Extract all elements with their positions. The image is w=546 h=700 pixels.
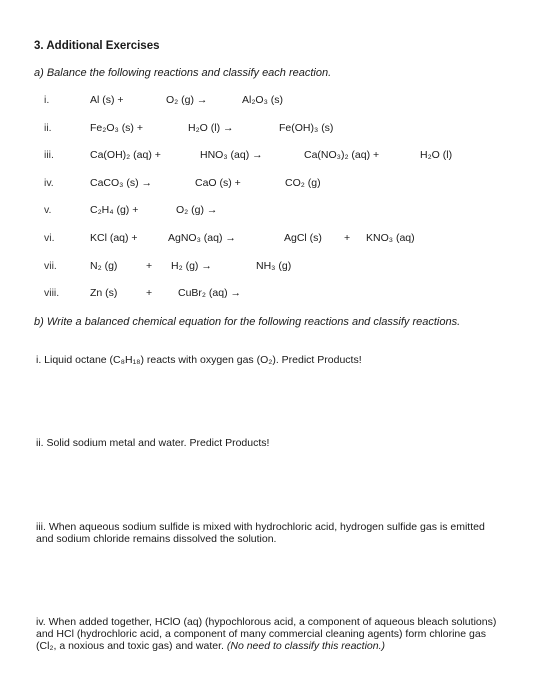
reaction-term: N₂ (g) (90, 260, 118, 272)
reaction-term: KNO₃ (aq) (366, 232, 415, 244)
question-1: i. Liquid octane (C₈H₁₈) reacts with oxygen gas (O₂). Predict Products! (36, 354, 362, 366)
reaction-term: HNO₃ (aq) → (200, 149, 263, 161)
reaction-term: + (344, 232, 351, 244)
reaction-term: AgCl (s) (284, 232, 322, 244)
reaction-number: iv. (44, 177, 54, 189)
reaction-term: Zn (s) (90, 287, 118, 299)
reaction-term: CuBr₂ (aq) → (178, 287, 242, 299)
reaction-term: CaO (s) + (195, 177, 241, 189)
reaction-term: O₂ (g) → (176, 204, 218, 216)
reaction-term: KCl (aq) + (90, 232, 138, 244)
question-2: ii. Solid sodium metal and water. Predict Products! (36, 437, 270, 449)
reaction-term: + (146, 287, 153, 299)
part-b-instruction: b) Write a balanced chemical equation for the following reactions and classify reactions. (34, 316, 461, 328)
reaction-term: O₂ (g) → (166, 94, 208, 106)
reaction-term: CO₂ (g) (285, 177, 321, 189)
reaction-number: viii. (44, 287, 60, 299)
question-4 (36, 616, 498, 652)
question-3: iii. When aqueous sodium sulfide is mixed with hydrochloric acid, hydrogen sulfide gas is emitted and sodium chloride remains dissolved the solution. (36, 521, 485, 545)
reaction-term: NH₃ (g) (256, 260, 292, 272)
reaction-term: Fe₂O₃ (s) + (90, 122, 143, 134)
reaction-term: CaCO₃ (s) → (90, 177, 153, 189)
reaction-term: Al (s) + (90, 94, 124, 106)
question-4-note: (No need to classify this reaction.) (226, 640, 386, 652)
reaction-term: H₂O (l) (420, 149, 453, 161)
reaction-number: i. (44, 94, 50, 106)
reaction-term: AgNO₃ (aq) → (168, 232, 236, 244)
reaction-number: vii. (44, 260, 57, 272)
reaction-term: Ca(NO₃)₂ (aq) + (304, 149, 380, 161)
question-4-text: iv. When added together, HClO (aq) (hypochlorous acid, a component of aqueous bleach solutions) and HCl (hydrochloric acid, a component of many commercial cleaning agents) form chlorine gas (Cl₂, a noxious and toxic gas) and water. (36, 616, 497, 652)
reaction-number: iii. (44, 149, 54, 161)
reaction-term: C₂H₄ (g) + (90, 204, 139, 216)
reaction-term: Fe(OH)₃ (s) (279, 122, 334, 134)
part-a-instruction: a) Balance the following reactions and classify each reaction. (34, 67, 332, 79)
reaction-term: Al₂O₃ (s) (242, 94, 284, 106)
section-heading: 3. Additional Exercises (34, 40, 160, 52)
reaction-number: v. (44, 204, 52, 216)
reaction-term: + (146, 260, 153, 272)
reaction-term: Ca(OH)₂ (aq) + (90, 149, 161, 161)
reaction-number: ii. (44, 122, 52, 134)
reaction-term: H₂O (l) → (188, 122, 234, 134)
reaction-term: H₂ (g) → (171, 260, 212, 272)
reaction-number: vi. (44, 232, 55, 244)
